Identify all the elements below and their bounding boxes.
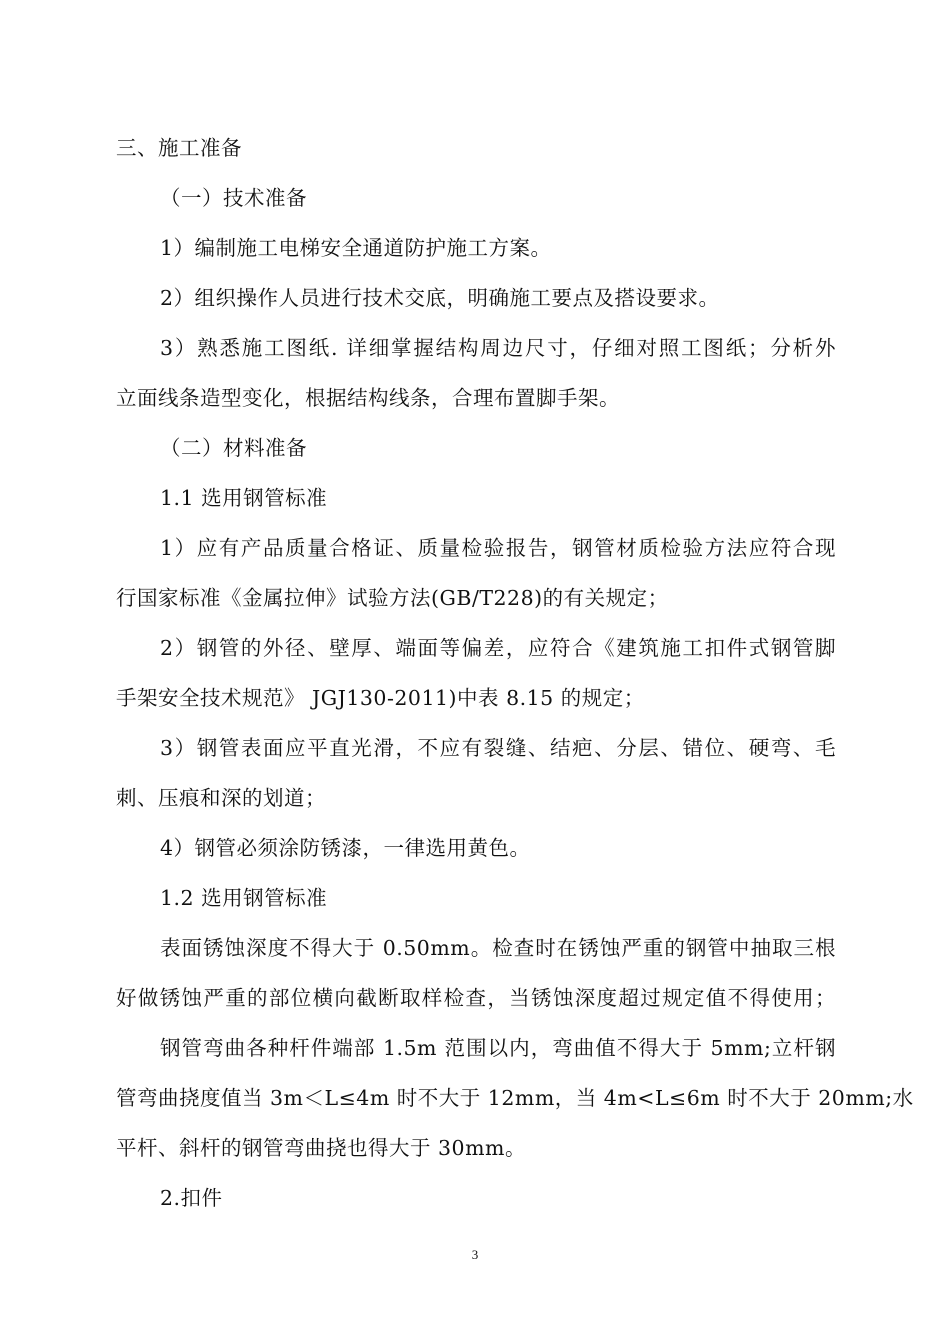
paragraph-line: 1）应有产品质量合格证、质量检验报告，钢管材质检验方法应符合现 <box>160 536 836 560</box>
paragraph-line: 好做锈蚀严重的部位横向截断取样检查，当锈蚀深度超过规定值不得使用； <box>116 986 836 1010</box>
page-number: 3 <box>471 1247 479 1262</box>
paragraph-line: 表面锈蚀深度不得大于 0.50mm。检查时在锈蚀严重的钢管中抽取三根 <box>160 936 836 960</box>
paragraph-line: 3）钢管表面应平直光滑，不应有裂缝、结疤、分层、错位、硬弯、毛 <box>160 736 836 760</box>
paragraph-line: 4）钢管必须涂防锈漆，一律选用黄色。 <box>160 836 531 860</box>
paragraph-line: 2）组织操作人员进行技术交底，明确施工要点及搭设要求。 <box>160 286 720 310</box>
paragraph-line: 手架安全技术规范》 JGJ130-2011)中表 8.15 的规定； <box>116 686 645 710</box>
subsection-heading: 1.1 选用钢管标准 <box>160 486 328 510</box>
subsection-heading: 1.2 选用钢管标准 <box>160 886 328 910</box>
paragraph-line: 平杆、斜杆的钢管弯曲挠也得大于 30mm。 <box>116 1136 526 1160</box>
paragraph-line: 1）编制施工电梯安全通道防护施工方案。 <box>160 236 552 260</box>
section-heading: 三、施工准备 <box>116 136 242 160</box>
paragraph-line: 3）熟悉施工图纸. 详细掌握结构周边尺寸，仔细对照工图纸；分析外 <box>160 336 836 360</box>
paragraph-line: 行国家标准《金属拉伸》试验方法(GB/T228)的有关规定； <box>116 586 669 610</box>
paragraph-line: 立面线条造型变化，根据结构线条，合理布置脚手架。 <box>116 386 620 410</box>
subsection-heading: 2.扣件 <box>160 1186 223 1210</box>
subsection-heading: （一）技术准备 <box>160 186 307 210</box>
paragraph-line: 管弯曲挠度值当 3m＜L≤4m 时不大于 12mm，当 4m<L≤6m 时不大于 20mm;水 <box>116 1086 914 1110</box>
paragraph-line: 钢管弯曲各种杆件端部 1.5m 范围以内，弯曲值不得大于 5mm;立杆钢 <box>160 1036 836 1060</box>
subsection-heading: （二）材料准备 <box>160 436 307 460</box>
paragraph-line: 2）钢管的外径、壁厚、端面等偏差，应符合《建筑施工扣件式钢管脚 <box>160 636 836 660</box>
paragraph-line: 刺、压痕和深的划道； <box>116 786 326 810</box>
